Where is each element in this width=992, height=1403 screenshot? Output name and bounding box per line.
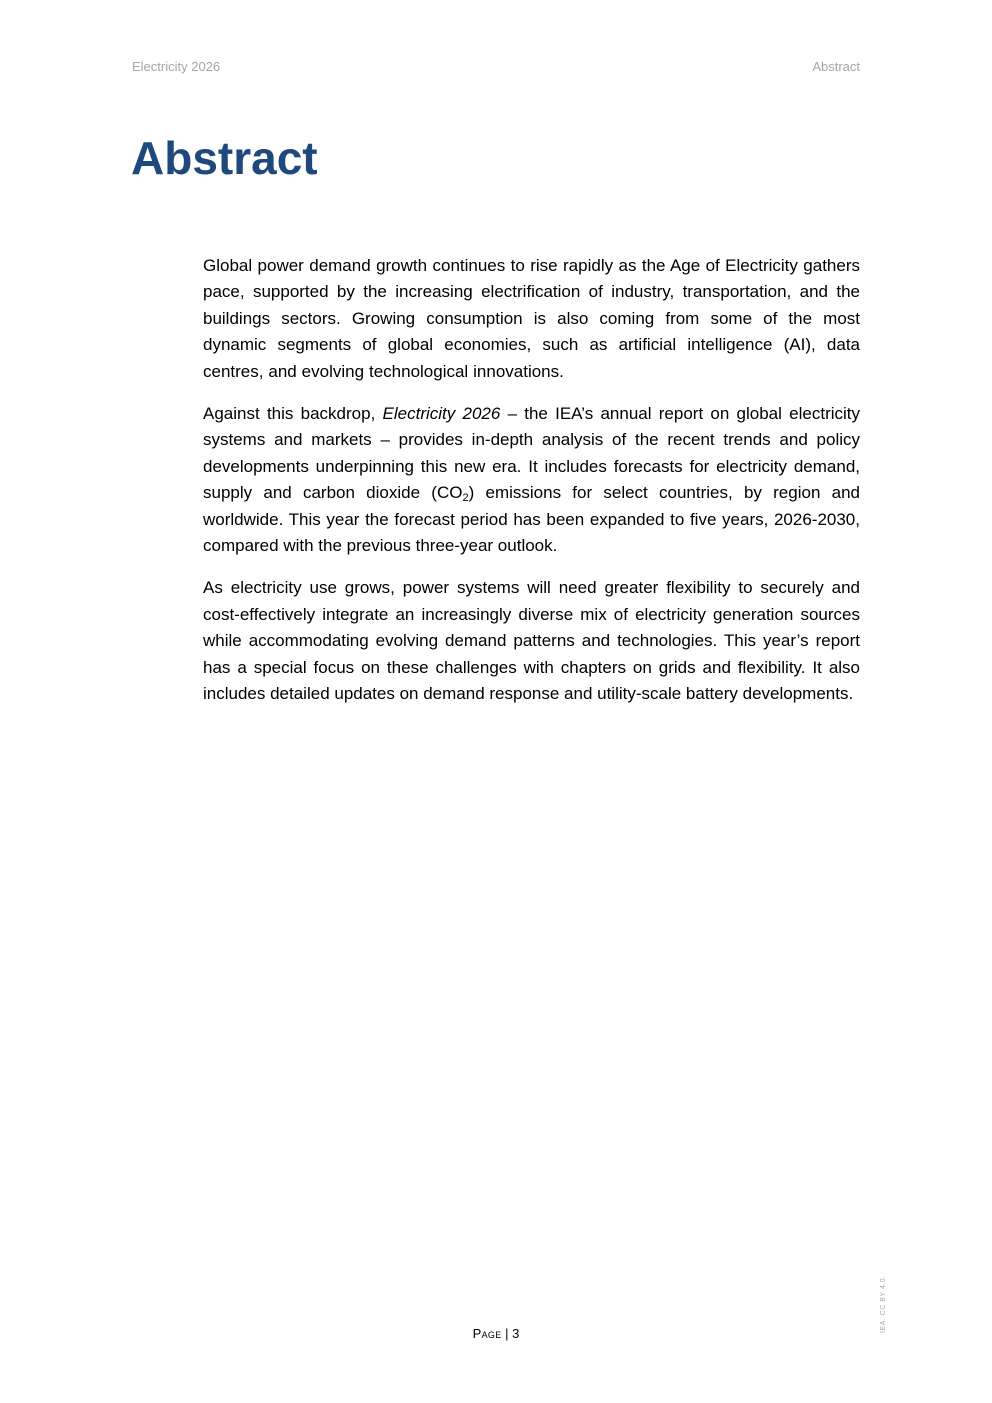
paragraph-2 bbox=[203, 401, 860, 559]
page-title: Abstract bbox=[131, 132, 318, 184]
license-note: IEA. CC BY 4.0. bbox=[880, 1275, 887, 1333]
page-separator: | bbox=[501, 1326, 513, 1341]
page-number: 3 bbox=[512, 1326, 520, 1341]
header-document-title: Electricity 2026 bbox=[132, 59, 221, 74]
paragraph-1: Global power demand growth continues to rise rapidly as the Age of Electricity gathers pace, supported by the increasing electrification of industry, transportation, and the buildings sectors. Growing consumption is also coming from some of the most dynamic segments of global economies, such as artificial intelligence (AI), data centres, and evolving technological innovations. bbox=[203, 256, 860, 381]
paragraph-2-lead: Against this backdrop, bbox=[203, 404, 383, 424]
running-header bbox=[132, 59, 860, 75]
abstract-body bbox=[203, 253, 860, 724]
report-name: Electricity 2026 bbox=[382, 404, 501, 424]
paragraph-3: As electricity use grows, power systems will need greater flexibility to securely and cost-effectively integrate an increasingly diverse mix of electricity generation sources while accommodating evolving demand patterns and technologies. This year’s report has a special focus on these challenges with chapters on grids and flexibility. It also includes detailed updates on demand response and utility-scale battery developments. bbox=[203, 578, 860, 704]
page-label: Page bbox=[472, 1326, 502, 1341]
header-section-title: Abstract bbox=[812, 59, 860, 74]
paragraph-2-tail: ) emissions for select countries, by region and worldwide. This year the forecast period has been expanded to five years, 2026-2030, compared with the previous three-year outlook. bbox=[203, 483, 861, 556]
page-footer bbox=[0, 1326, 992, 1341]
paragraph-2-middle: – the IEA’s annual report on global electricity systems and markets – provides in-depth analysis of the recent trends and policy developments underpinning this new era. It includes forecasts for electricity demand, supply and carbon dioxide (CO bbox=[203, 404, 861, 503]
co2-subscript: 2 bbox=[462, 492, 469, 505]
